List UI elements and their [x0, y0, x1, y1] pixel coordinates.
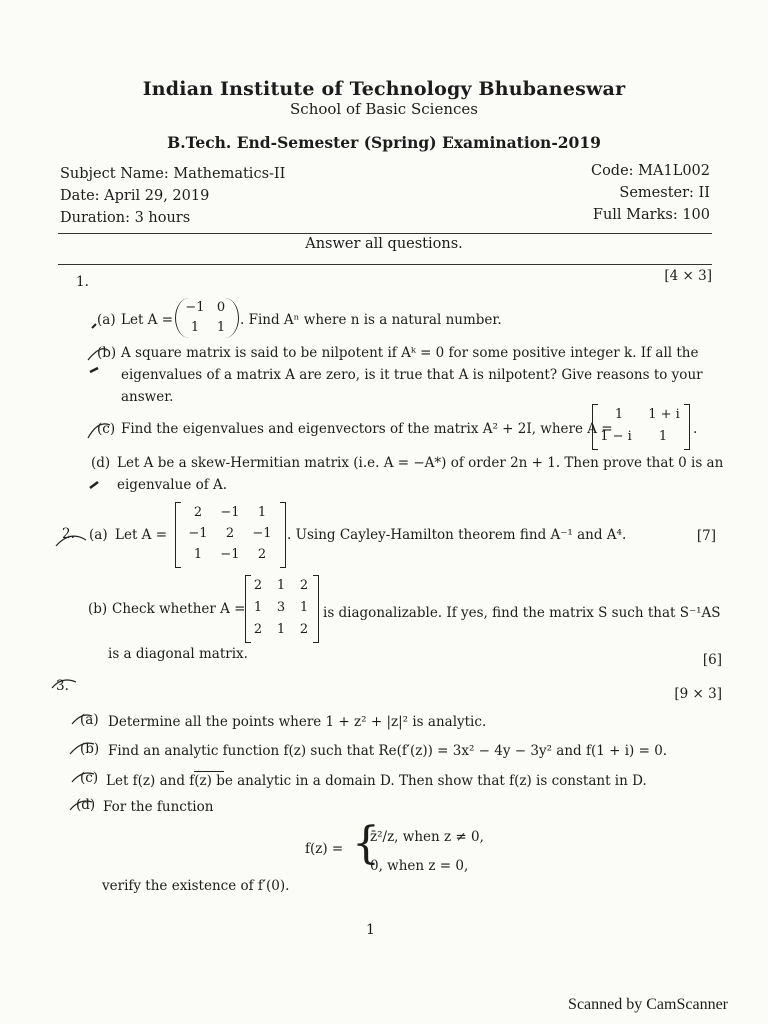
q3d-text: For the function	[103, 799, 214, 815]
matrix-cell: −1	[252, 526, 272, 541]
q3c-label: (c)	[80, 770, 99, 786]
q2a-text-start: Let A =	[115, 527, 168, 543]
matrix-cell: 1	[276, 622, 286, 637]
piecewise-case2: 0, when z = 0,	[370, 858, 469, 874]
course-code: Code: MA1L002	[590, 163, 710, 179]
q1b-label: (b)	[97, 345, 117, 361]
q1d-line2: eigenvalue of A.	[117, 477, 228, 493]
subject-name: Subject Name: Mathematics-II	[60, 166, 286, 182]
piecewise-lhs: f(z) =	[305, 841, 344, 857]
q2b-text-end: is diagonalizable. If yes, find the matrix S such that S⁻¹AS	[323, 605, 721, 621]
q1b-line3: answer.	[121, 389, 174, 405]
exam-title: B.Tech. End-Semester (Spring) Examination-2019	[167, 133, 601, 152]
matrix-cell: 2	[225, 526, 235, 541]
matrix-cell: 1	[216, 320, 226, 335]
exam-date: Date: April 29, 2019	[60, 188, 210, 204]
institute-title: Indian Institute of Technology Bhubaneswar	[142, 78, 626, 100]
q1d-label: (d)	[91, 455, 111, 471]
piecewise-case1: z̄²/z, when z ≠ 0,	[370, 829, 484, 845]
matrix-cell: −1	[185, 300, 205, 315]
matrix-cell: 1 + i	[648, 407, 680, 422]
instruction: Answer all questions.	[305, 236, 463, 252]
matrix-cell: 2	[253, 622, 263, 637]
q3-number: 3.	[56, 678, 69, 694]
matrix-cell: 1	[658, 429, 668, 444]
q1c-end: .	[693, 421, 698, 437]
matrix-cell: 1	[614, 407, 624, 422]
q2a-marks: [7]	[696, 528, 716, 544]
q1c-text: Find the eigenvalues and eigenvectors of the matrix A² + 2I, where A =	[121, 421, 613, 437]
q1-number: 1.	[76, 274, 89, 290]
q1a-text-start: Let A =	[121, 312, 174, 328]
matrix-cell: 1	[299, 600, 309, 615]
matrix-cell: 3	[276, 600, 286, 615]
q1-marks: [4 × 3]	[664, 268, 712, 284]
scanner-footer: Scanned by CamScanner	[568, 996, 728, 1013]
q3b-text: Find an analytic function f(z) such that Re(f′(z)) = 3x² − 4y − 3y² and f(1 + i) = 0.	[108, 743, 668, 759]
q3c-text: Let f(z) and f(z) be analytic in a domain D. Then show that f(z) is constant in D.	[106, 773, 647, 789]
q2b-line2: is a diagonal matrix.	[108, 646, 248, 662]
matrix-cell: 0	[216, 300, 226, 315]
q3a-text: Determine all the points where 1 + z² + |z|² is analytic.	[108, 714, 487, 730]
matrix-cell: 2	[299, 622, 309, 637]
q2a-text-end: . Using Cayley-Hamilton theorem find A⁻¹ and A⁴.	[287, 527, 627, 543]
matrix-cell: 2	[193, 505, 203, 520]
matrix-cell: 1 − i	[600, 429, 632, 444]
q2a-label: (a)	[89, 527, 108, 543]
piecewise-brace: {	[352, 818, 380, 869]
matrix-cell: 1	[276, 578, 286, 593]
matrix-cell: −1	[220, 547, 240, 562]
q1a-label: (a)	[97, 312, 116, 328]
school-name: School of Basic Sciences	[290, 100, 478, 118]
matrix-cell: −1	[220, 505, 240, 520]
matrix-cell: 1	[193, 547, 203, 562]
matrix-cell: 2	[253, 578, 263, 593]
q1a-text-end: . Find Aⁿ where n is a natural number.	[240, 312, 502, 328]
q1d-line1: Let A be a skew-Hermitian matrix (i.e. A = −A*) of order 2n + 1. Then prove that 0 is an	[117, 455, 724, 471]
q3d-label: (d)	[76, 797, 96, 813]
q2b-text-start: Check whether A =	[112, 601, 246, 617]
q2-number: 2.	[62, 526, 75, 542]
q3b-label: (b)	[80, 741, 100, 757]
matrix-cell: 1	[257, 505, 267, 520]
q3-marks: [9 × 3]	[674, 686, 722, 702]
exam-duration: Duration: 3 hours	[60, 210, 191, 226]
page-number: 1	[366, 922, 375, 938]
matrix-cell: 1	[190, 320, 200, 335]
q3d-verify: verify the existence of f′(0).	[102, 878, 290, 894]
matrix-cell: 2	[257, 547, 267, 562]
q2b-marks: [6]	[702, 652, 722, 668]
matrix-cell: −1	[188, 526, 208, 541]
semester: Semester: II	[619, 185, 710, 201]
full-marks: Full Marks: 100	[592, 207, 710, 223]
matrix-cell: 2	[299, 578, 309, 593]
q3a-label: (a)	[80, 712, 99, 728]
matrix-cell: 1	[253, 600, 263, 615]
q1b-line2: eigenvalues of a matrix A are zero, is it true that A is nilpotent? Give reasons to your	[121, 367, 703, 383]
q1c-label: (c)	[97, 421, 116, 437]
q2b-label: (b)	[88, 601, 108, 617]
q1b-line1: A square matrix is said to be nilpotent if Aᵏ = 0 for some positive integer k. If all the	[121, 345, 699, 361]
